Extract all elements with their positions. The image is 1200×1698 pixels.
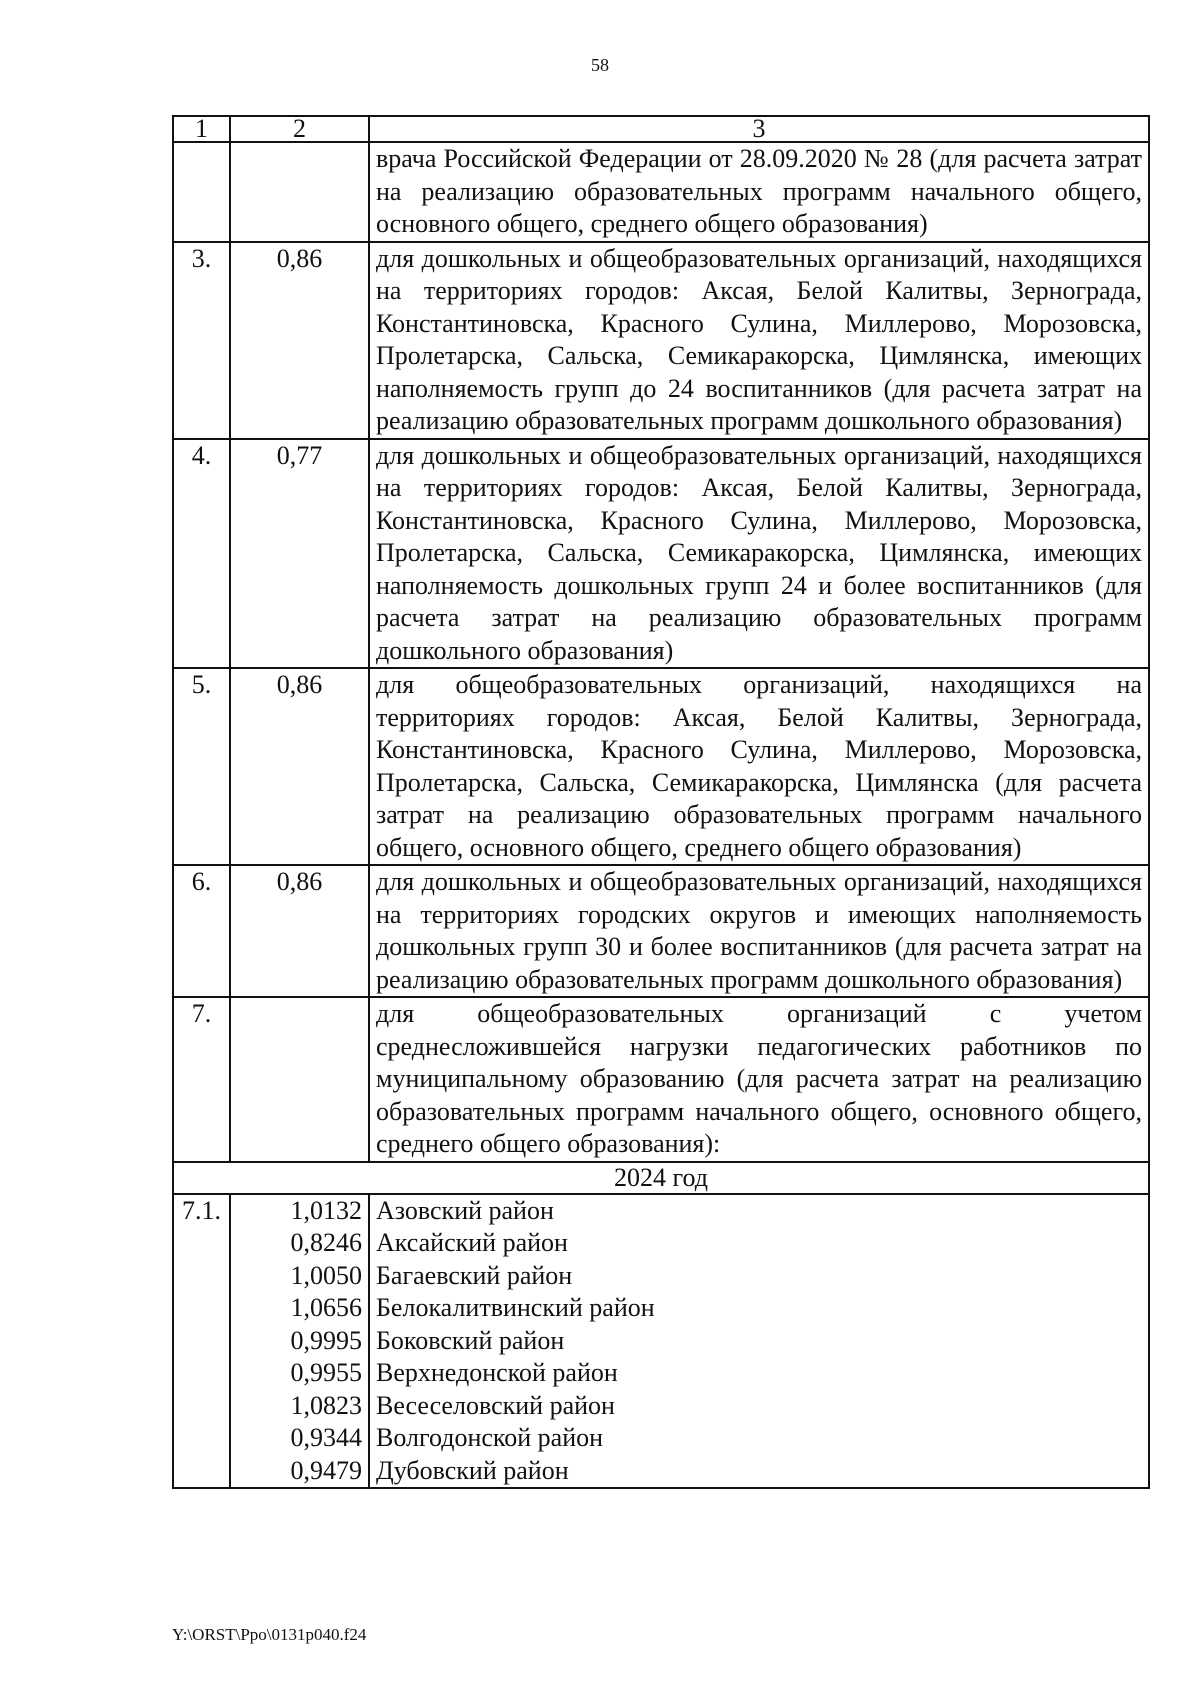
year-row <box>173 1162 1149 1194</box>
row-description: для общеобразовательных организаций с учетом среднесложившейся нагрузки педагогических работников по муниципальному образованию (для расчета затрат на реализацию образовательных программ начального общего, основного общего, среднего общего образования): <box>369 997 1149 1162</box>
table-row <box>173 668 1149 865</box>
district-coefficient: 1,0656 <box>290 1293 362 1322</box>
district-coefficient: 0,8246 <box>290 1228 362 1257</box>
table-row <box>173 142 1149 242</box>
row-number: 3. <box>173 242 230 439</box>
footer-file-path: Y:\ORST\Ppo\0131p040.f24 <box>172 1625 367 1644</box>
header-col-1: 1 <box>173 116 230 142</box>
district-coefficient: 0,9995 <box>290 1325 362 1355</box>
district-name: Азовский район <box>376 1195 554 1225</box>
row-description: для дошкольных и общеобразовательных организаций, находящихся на территориях городских округов и имеющих наполняемость дошкольных групп 30 и более воспитанников (для расчета затрат на реализацию образовательных программ дошкольного образования) <box>369 865 1149 997</box>
district-name: Дубовский район <box>376 1455 569 1485</box>
table-row <box>173 242 1149 439</box>
coefficients-table <box>172 115 1150 1489</box>
district-coefficient: 1,0050 <box>290 1260 362 1290</box>
district-name: Верхнедонской район <box>376 1358 618 1387</box>
row-number: 7. <box>173 997 230 1162</box>
row-coefficient <box>230 997 369 1162</box>
header-col-3: 3 <box>369 116 1149 142</box>
district-name: Белокалитвинский район <box>376 1293 655 1322</box>
table-row <box>173 865 1149 997</box>
year-label: 2024 год <box>173 1162 1149 1194</box>
row-coefficient: 0,86 <box>230 865 369 997</box>
district-row <box>173 1194 1149 1489</box>
page-number: 58 <box>591 55 609 75</box>
row-description: врача Российской Федерации от 28.09.2020 № 28 (для расчета затрат на реализацию образовательных программ начального общего, основного общего, среднего общего образования) <box>369 142 1149 242</box>
district-name: Багаевский район <box>376 1260 573 1290</box>
table-row <box>173 439 1149 669</box>
district-coefficient: 0,9344 <box>290 1423 362 1452</box>
district-coefficient: 0,9479 <box>290 1455 362 1485</box>
district-coefficient: 1,0823 <box>290 1390 362 1420</box>
district-name: Аксайский район <box>376 1228 568 1257</box>
row-coefficient: 0,86 <box>230 668 369 865</box>
district-names <box>369 1194 1149 1489</box>
district-name: Весеселовский район <box>376 1390 615 1420</box>
row-number: 5. <box>173 668 230 865</box>
row-number: 7.1. <box>173 1194 230 1489</box>
district-name: Волгодонской район <box>376 1423 604 1452</box>
row-coefficient: 0,86 <box>230 242 369 439</box>
district-coefficients <box>230 1194 369 1489</box>
district-coefficient: 1,0132 <box>290 1195 362 1225</box>
header-col-2: 2 <box>230 116 369 142</box>
district-coefficient: 0,9955 <box>290 1358 362 1387</box>
district-name: Боковский район <box>376 1325 565 1355</box>
table-header-row <box>173 116 1149 142</box>
row-number <box>173 142 230 242</box>
row-number: 4. <box>173 439 230 669</box>
row-coefficient <box>230 142 369 242</box>
row-description: для общеобразовательных организаций, находящихся на территориях городов: Аксая, Белой Калитвы, Зернограда, Константиновска, Красного Сулина, Миллерово, Морозовска, Пролетарска, Сальска, Семикаракорска, Цимлянска (для расчета затрат на реализацию образовательных программ начального общего, основного общего, среднего общего образования) <box>369 668 1149 865</box>
row-description: для дошкольных и общеобразовательных организаций, находящихся на территориях городов: Аксая, Белой Калитвы, Зернограда, Константиновска, Красного Сулина, Миллерово, Морозовска, Пролетарска, Сальска, Семикаракорска, Цимлянска, имеющих наполняемость дошкольных групп 24 и более воспитанников (для расчета затрат на реализацию образовательных программ дошкольного образования) <box>369 439 1149 669</box>
row-description: для дошкольных и общеобразовательных организаций, находящихся на территориях городов: Аксая, Белой Калитвы, Зернограда, Константиновска, Красного Сулина, Миллерово, Морозовска, Пролетарска, Сальска, Семикаракорска, Цимлянска, имеющих наполняемость групп до 24 воспитанников (для расчета затрат на реализацию образовательных программ дошкольного образования) <box>369 242 1149 439</box>
row-coefficient: 0,77 <box>230 439 369 669</box>
row-number: 6. <box>173 865 230 997</box>
table-row <box>173 997 1149 1162</box>
